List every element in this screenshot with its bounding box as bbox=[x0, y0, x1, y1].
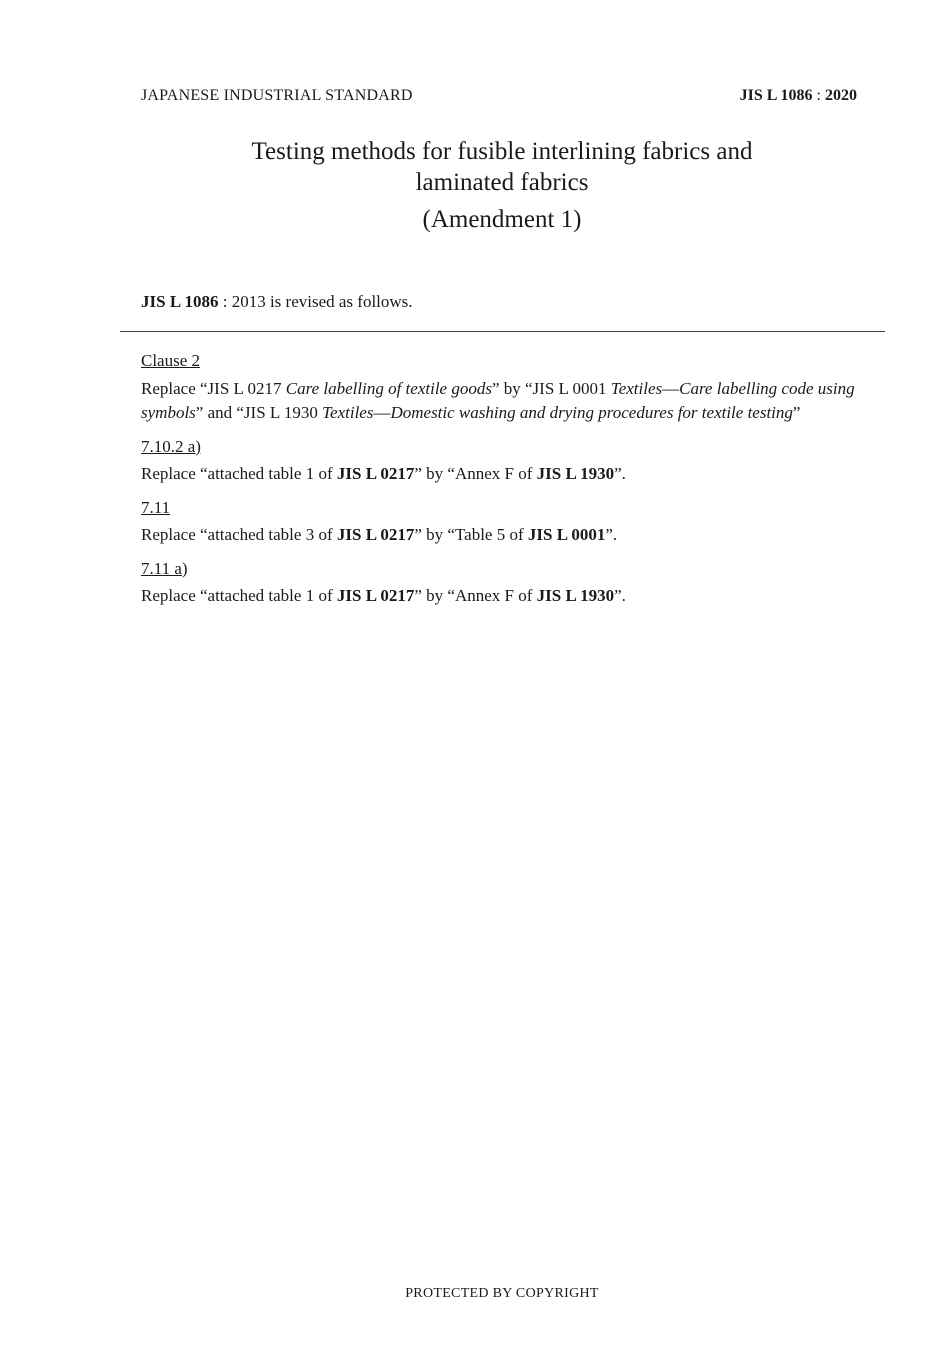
standard-reference: JIS L 0217 bbox=[336, 464, 415, 483]
standard-code bbox=[740, 87, 857, 105]
text-segment: ”. bbox=[605, 525, 618, 544]
text-segment: ” by “Annex F of bbox=[414, 464, 537, 483]
text-segment: Replace “attached table 3 of bbox=[141, 525, 337, 544]
standard-reference: JIS L 0217 bbox=[336, 586, 415, 605]
text-segment: ” by “Annex F of bbox=[414, 586, 537, 605]
text-segment: ” by “Table 5 of bbox=[414, 525, 528, 544]
section-text-7-11-a bbox=[141, 584, 861, 609]
section-heading-7-11-a: 7.11 a) bbox=[141, 558, 188, 578]
standard-header: JAPANESE INDUSTRIAL STANDARD bbox=[141, 87, 413, 104]
text-segment: ” bbox=[792, 403, 801, 422]
section-text-clause-2 bbox=[141, 377, 861, 426]
standard-reference: JIS L 1930 bbox=[536, 464, 615, 483]
revision-code: JIS L 1086 bbox=[141, 292, 219, 311]
standard-reference: JIS L 0001 bbox=[527, 525, 606, 544]
title-line-2: laminated fabrics bbox=[415, 169, 589, 196]
amendment-body bbox=[141, 349, 861, 618]
standard-code-number: JIS L 1086 bbox=[739, 87, 813, 104]
text-segment: Replace “JIS L 0217 bbox=[141, 378, 286, 398]
text-segment: ” by “JIS L 0001 bbox=[491, 378, 611, 398]
text-segment: ” and “JIS L 1930 bbox=[195, 403, 323, 422]
document-title bbox=[0, 136, 950, 234]
divider bbox=[120, 331, 885, 332]
amendment-label: (Amendment 1) bbox=[422, 206, 582, 233]
section-heading-7-10-2-a: 7.10.2 a) bbox=[141, 436, 201, 456]
copyright-footer: PROTECTED BY COPYRIGHT bbox=[405, 1286, 599, 1301]
section-heading-clause-2: Clause 2 bbox=[141, 351, 201, 370]
revision-text: : 2013 is revised as follows. bbox=[218, 292, 413, 311]
title-line-1: Testing methods for fusible interlining fabrics and bbox=[251, 138, 753, 165]
text-segment: ”. bbox=[614, 464, 626, 483]
section-text-7-11 bbox=[141, 523, 861, 548]
text-segment: Replace “attached table 1 of bbox=[141, 586, 337, 605]
revision-statement bbox=[141, 292, 413, 312]
standard-year: 2020 bbox=[825, 87, 857, 104]
standard-title: Textiles―Domestic washing and drying procedures for textile testing bbox=[322, 403, 793, 422]
standard-reference: JIS L 1930 bbox=[536, 586, 615, 605]
standard-title: Care labelling of textile goods bbox=[285, 378, 492, 398]
section-heading-7-11: 7.11 bbox=[141, 497, 171, 517]
standard-reference: JIS L 0217 bbox=[336, 525, 415, 544]
standard-title: Textiles―Care labelling code using symbols bbox=[141, 378, 855, 422]
section-text-7-10-2-a bbox=[141, 462, 861, 487]
text-segment: ”. bbox=[614, 586, 626, 605]
text-segment: Replace “attached table 1 of bbox=[141, 464, 337, 483]
code-separator: : bbox=[812, 87, 825, 104]
